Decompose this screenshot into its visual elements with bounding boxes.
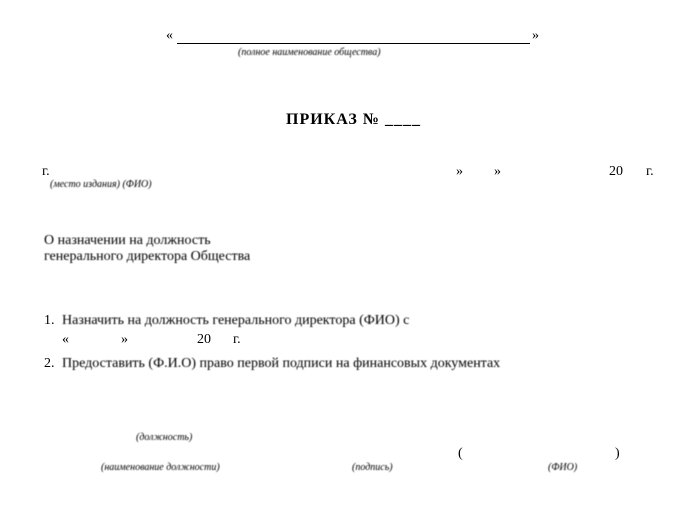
item-1-year-prefix: 20 [197, 332, 211, 347]
item-2-number: 2. [44, 356, 55, 371]
city-prefix: г. [42, 164, 50, 179]
item-2-text: Предоставить (Ф.И.О) право первой подписи на финансовых документах [62, 356, 501, 371]
item-1-quote-open: « [62, 332, 69, 347]
city-caption: (место издания) (ФИО) [50, 179, 152, 190]
header-quote-open: « [166, 28, 173, 43]
name-open-paren: ( [458, 446, 463, 461]
order-number-blank: ____ [385, 111, 421, 128]
role-caption: (наименование должности) [101, 462, 220, 473]
subject-line-1: О назначении на должность [44, 233, 211, 248]
item-1-text: Назначить на должность генерального директора (ФИО) с [62, 313, 410, 328]
sign-caption: (подпись) [352, 462, 393, 473]
order-title: ПРИКАЗ № [286, 111, 380, 128]
item-1-year-suffix: г. [233, 332, 241, 347]
item-1-number: 1. [44, 313, 55, 328]
item-1-quote-close: » [121, 332, 128, 347]
date-quote-close: » [494, 164, 501, 179]
header-quote-close: » [532, 28, 539, 43]
name-caption: (ФИО) [548, 462, 578, 473]
date-year-prefix: 20 [609, 164, 623, 179]
org-name-line [177, 43, 530, 44]
position-caption: (должность) [136, 432, 193, 443]
date-quote-open: » [456, 164, 463, 179]
date-year-suffix: г. [646, 164, 654, 179]
subject-line-2: генерального директора Общества [44, 249, 251, 264]
org-caption: (полное наименование общества) [238, 47, 381, 58]
name-close-paren: ) [615, 446, 620, 461]
